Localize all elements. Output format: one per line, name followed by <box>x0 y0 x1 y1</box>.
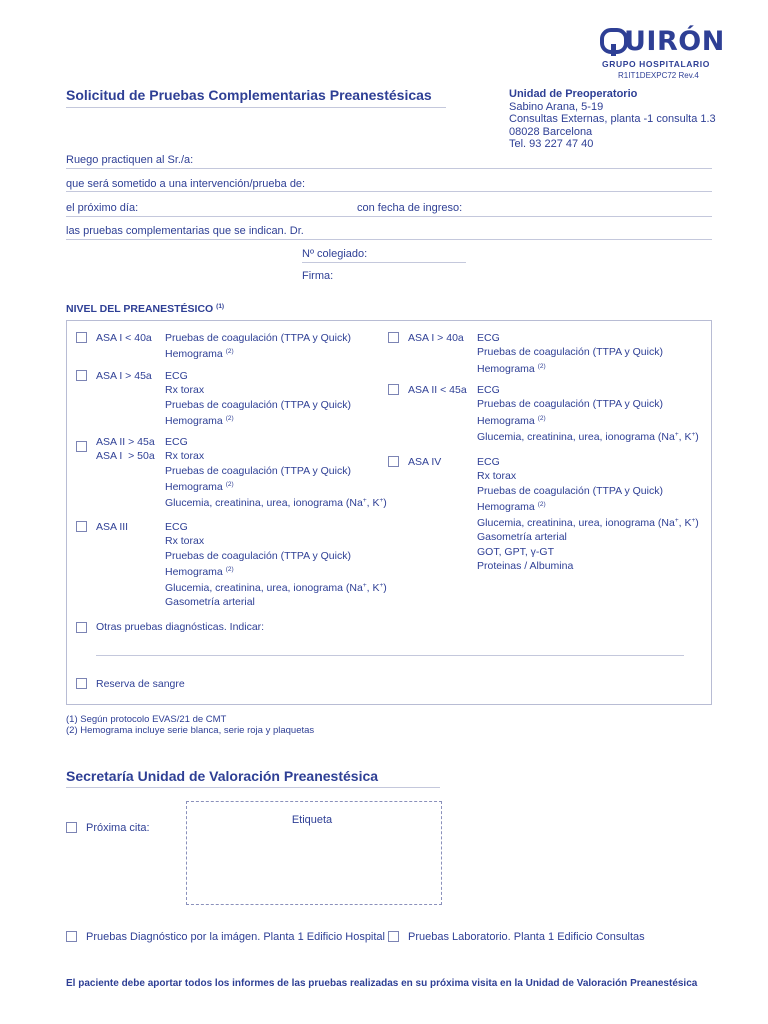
asa1-under40-tests <box>165 331 351 362</box>
asa4-tests <box>477 455 699 573</box>
checkbox-asa3[interactable] <box>76 521 87 532</box>
asa-label: ASA I > 45a <box>96 370 152 382</box>
footnote-2: (2) Hemograma incluye serie blanca, serie roja y plaquetas <box>66 725 315 736</box>
checkbox-asa2-over45[interactable] <box>76 441 87 452</box>
asa-label: ASA II > 45a <box>96 436 155 448</box>
secretaria-underline <box>66 787 440 788</box>
test-coag: Pruebas de coagulación (TTPA y Quick) <box>477 346 663 359</box>
test-glucemia: Glucemia, creatinina, urea, ionograma (Na+, K+) <box>165 497 387 510</box>
test-rx: Rx torax <box>165 384 205 397</box>
asa-label: ASA I > 40a <box>408 332 464 344</box>
asa1-over40-tests <box>477 331 663 376</box>
test-gasometria: Gasometría arterial <box>165 596 255 609</box>
otras-pruebas-field[interactable] <box>96 655 684 656</box>
colegiado-field[interactable] <box>302 262 466 263</box>
nivel-title-text: NIVEL DEL PREANESTÉSICO <box>66 303 214 315</box>
unit-city: 08028 Barcelona <box>509 125 593 138</box>
test-glucemia: Glucemia, creatinina, urea, ionograma (Na+, K+) <box>165 582 387 595</box>
checkbox-asa2-under45[interactable] <box>388 384 399 395</box>
checkbox-asa1-over40[interactable] <box>388 332 399 343</box>
asa2-under45-tests <box>477 383 699 444</box>
procedure-field[interactable] <box>66 191 712 192</box>
unit-address <box>509 88 716 151</box>
test-coag: Pruebas de coagulación (TTPA y Quick) <box>165 464 351 477</box>
test-coag: Pruebas de coagulación (TTPA y Quick) <box>165 549 351 562</box>
test-glucemia: Glucemia, creatinina, urea, ionograma (Na+, K+) <box>477 430 699 443</box>
admission-date-label: con fecha de ingreso: <box>357 202 463 214</box>
checkbox-proxima-cita[interactable] <box>66 822 77 833</box>
checkbox-pruebas-laboratorio[interactable] <box>388 931 399 942</box>
footnotes <box>66 714 314 736</box>
test-ecg: ECG <box>477 456 500 468</box>
nivel-title <box>66 303 224 315</box>
test-ecg: ECG <box>477 384 500 396</box>
checkbox-asa1-over45[interactable] <box>76 370 87 381</box>
nivel-title-sup: (1) <box>216 303 225 310</box>
title-underline <box>66 107 446 108</box>
date-field[interactable] <box>66 216 712 217</box>
asa2-over45-tests <box>165 435 387 510</box>
test-rx: Rx torax <box>165 535 205 548</box>
unit-address-line2: Consultas Externas, planta -1 consulta 1.3 <box>509 113 716 125</box>
reserva-sangre-label: Reserva de sangre <box>96 678 185 690</box>
test-gasometria: Gasometría arterial <box>477 531 567 544</box>
asa-label: ASA I < 40a <box>96 332 152 344</box>
procedure-label: que será sometido a una intervención/prueba de: <box>66 178 306 190</box>
test-coag: Pruebas de coagulación (TTPA y Quick) <box>165 332 351 344</box>
unit-phone: Tel. 93 227 47 40 <box>509 138 594 150</box>
test-ecg: ECG <box>477 332 500 344</box>
proxima-cita-label: Próxima cita: <box>86 822 150 834</box>
patient-name-label: Ruego practiquen al Sr./a: <box>66 154 194 166</box>
checkbox-reserva-sangre[interactable] <box>76 678 87 689</box>
asa-label: ASA II < 45a <box>408 384 467 396</box>
asa2-under45-label <box>408 383 467 397</box>
checkbox-otras-pruebas[interactable] <box>76 622 87 633</box>
logo-subtitle: GRUPO HOSPITALARIO <box>602 59 710 69</box>
asa1-under40-label <box>96 331 152 345</box>
test-rx: Rx torax <box>165 450 205 463</box>
test-coag: Pruebas de coagulación (TTPA y Quick) <box>477 484 663 497</box>
unit-address-line1: Sabino Arana, 5-19 <box>509 100 604 113</box>
asa3-label <box>96 520 128 534</box>
test-rx: Rx torax <box>477 470 517 483</box>
test-hemograma: Hemograma $^{(2)}$ <box>477 362 546 375</box>
test-got: GOT, GPT, γ-GT <box>477 545 555 558</box>
otras-pruebas-label: Otras pruebas diagnósticas. Indicar: <box>96 621 265 633</box>
test-hemograma: Hemograma $^{(2)}$ <box>477 414 546 427</box>
unit-name: Unidad de Preoperatorio <box>509 88 638 100</box>
asa4-label <box>408 455 441 469</box>
etiqueta-label: Etiqueta <box>291 814 333 826</box>
checkbox-asa1-under40[interactable] <box>76 332 87 343</box>
test-coag: Pruebas de coagulación (TTPA y Quick) <box>477 398 663 411</box>
footnote-1: (1) Según protocolo EVAS/21 de CMT <box>66 714 227 725</box>
test-coag: Pruebas de coagulación (TTPA y Quick) <box>165 398 351 411</box>
test-hemograma: Hemograma $^{(2)}$ <box>477 500 546 513</box>
document-code: R1IT1DEXPC72 Rev.4 <box>618 71 699 80</box>
logo-text: UIRÓN <box>624 26 725 57</box>
asa1-over45-tests <box>165 369 351 428</box>
checkbox-pruebas-imagen[interactable] <box>66 931 77 942</box>
colegiado-label: Nº colegiado: <box>302 248 368 260</box>
asa1-over45-label <box>96 369 152 383</box>
doctor-field[interactable] <box>66 239 712 240</box>
asa-label: ASA I > 50a <box>96 450 155 463</box>
test-ecg: ECG <box>165 370 188 382</box>
pruebas-laboratorio-label: Pruebas Laboratorio. Planta 1 Edificio Consultas <box>408 931 645 943</box>
asa2-over45-label <box>96 435 155 464</box>
asa3-tests <box>165 520 387 610</box>
test-hemograma: Hemograma $^{(2)}$ <box>165 348 234 361</box>
doctor-label: las pruebas complementarias que se indican. Dr. <box>66 225 304 237</box>
footer-note: El paciente debe aportar todos los informes de las pruebas realizadas en su próxima visita en la Unidad de Valoración Preanestésica <box>66 978 698 989</box>
test-glucemia: Glucemia, creatinina, urea, ionograma (Na+, K+) <box>477 517 699 530</box>
test-hemograma: Hemograma $^{(2)}$ <box>165 480 234 493</box>
asa-label: ASA III <box>96 521 129 533</box>
checkbox-asa4[interactable] <box>388 456 399 467</box>
test-ecg: ECG <box>165 521 188 533</box>
test-hemograma: Hemograma $^{(2)}$ <box>165 414 234 427</box>
asa-label: ASA IV <box>408 456 442 468</box>
secretaria-title: Secretaría Unidad de Valoración Preanestésica <box>66 768 379 784</box>
page-title: Solicitud de Pruebas Complementarias Preanestésicas <box>66 87 432 103</box>
test-hemograma: Hemograma $^{(2)}$ <box>165 565 234 578</box>
patient-name-field[interactable] <box>66 168 712 169</box>
asa1-over40-label <box>408 331 464 345</box>
signature-label: Firma: <box>302 270 334 282</box>
test-ecg: ECG <box>165 436 188 448</box>
next-day-label: el próximo día: <box>66 202 139 214</box>
pruebas-imagen-label: Pruebas Diagnóstico por la imágen. Planta 1 Edificio Hospital <box>86 931 385 943</box>
test-proteinas: Proteinas / Albumina <box>477 560 574 573</box>
